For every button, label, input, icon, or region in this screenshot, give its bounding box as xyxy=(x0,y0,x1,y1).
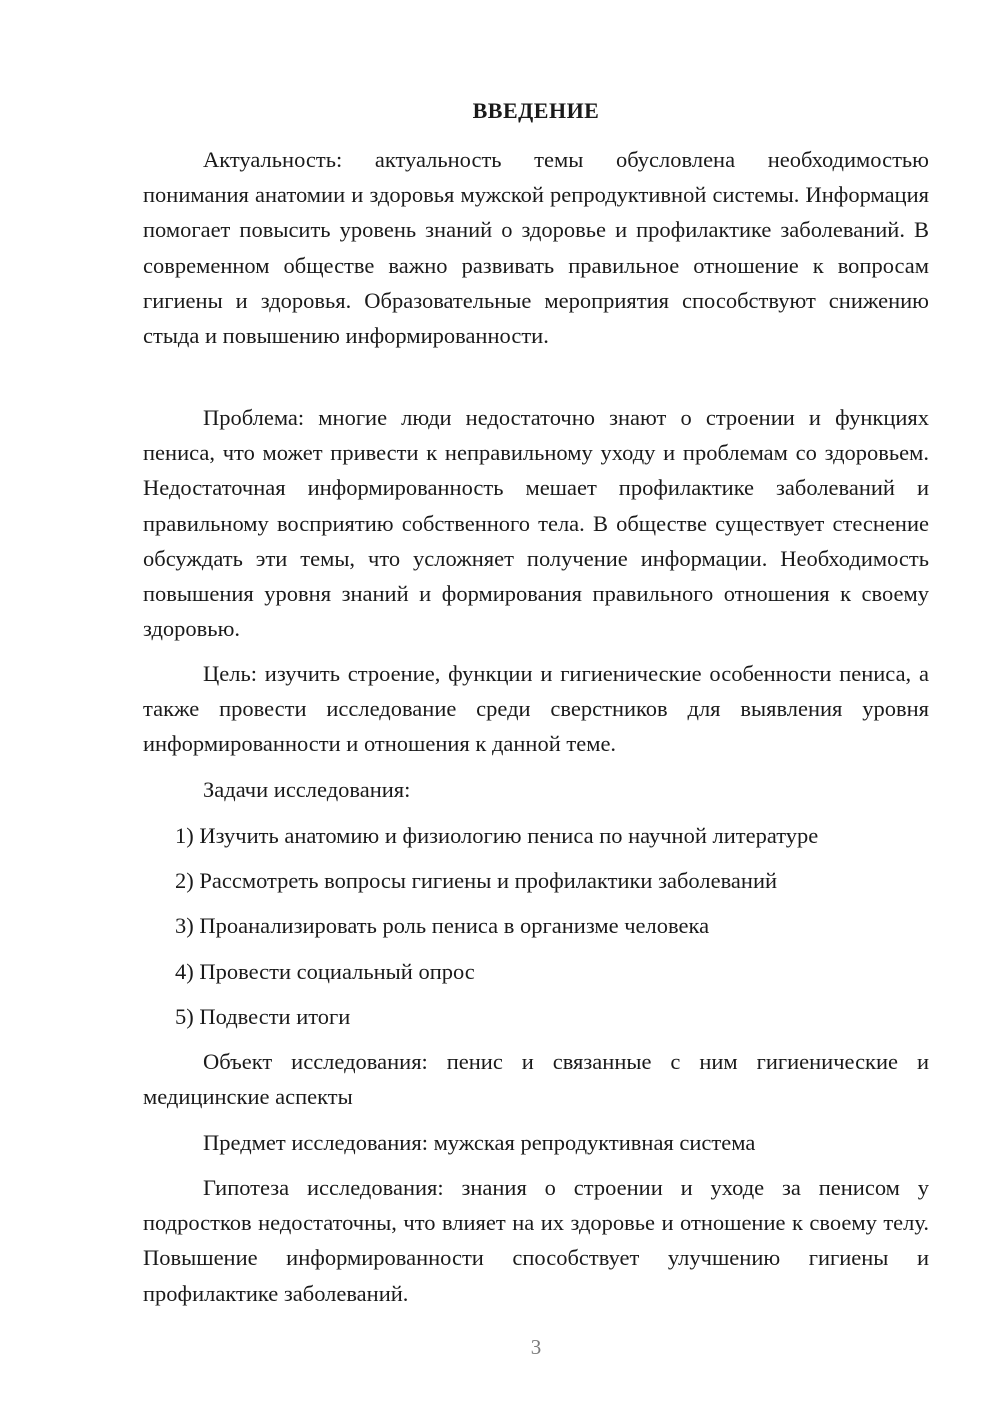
task-item-2: 2) Рассмотреть вопросы гигиены и профилактики заболеваний xyxy=(175,868,778,893)
paragraph-goal: Цель: изучить строение, функции и гигиенические особенности пениса, а также провести исследование среди сверстников для выявления уровня информированности и отношения к данной теме. xyxy=(143,661,929,757)
task-item-4: 4) Провести социальный опрос xyxy=(175,959,475,984)
page-number: 3 xyxy=(530,1335,542,1359)
page-title: ВВЕДЕНИЕ xyxy=(472,98,600,123)
task-item-3: 3) Проанализировать роль пениса в организме человека xyxy=(175,913,710,938)
paragraph-subject: Предмет исследования: мужская репродуктивная система xyxy=(203,1130,756,1155)
tasks-heading: Задачи исследования: xyxy=(203,777,411,802)
paragraph-problem: Проблема: многие люди недостаточно знают о строении и функциях пениса, что может привести к неправильному уходу и проблемам со здоровьем. Недостаточная информированность мешает профилактике заболеваний и правильному восприятию собственного тела. В обществе существует стеснение обсуждать эти темы, что усложняет получение информации. Необходимость повышения уровня знаний и формирования правильного отношения к своему здоровью. xyxy=(143,405,929,642)
task-item-1: 1) Изучить анатомию и физиологию пениса по научной литературе xyxy=(175,823,819,848)
task-item-5: 5) Подвести итоги xyxy=(175,1004,351,1029)
paragraph-relevance: Актуальность: актуальность темы обусловлена необходимостью понимания анатомии и здоровья мужской репродуктивной системы. Информация помогает повысить уровень знаний о здоровье и профилактике заболеваний. В современном обществе важно развивать правильное отношение к вопросам гигиены и здоровья. Образовательные мероприятия способствуют снижению стыда и повышению информированности. xyxy=(143,147,929,349)
paragraph-object: Объект исследования: пенис и связанные с ним гигиенические и медицинские аспекты xyxy=(143,1049,929,1110)
paragraph-hypothesis: Гипотеза исследования: знания о строении и уходе за пенисом у подростков недостаточны, что влияет на их здоровье и отношение к своему телу. Повышение информированности способствует улучшению гигиены и профилактике заболеваний. xyxy=(143,1175,929,1306)
